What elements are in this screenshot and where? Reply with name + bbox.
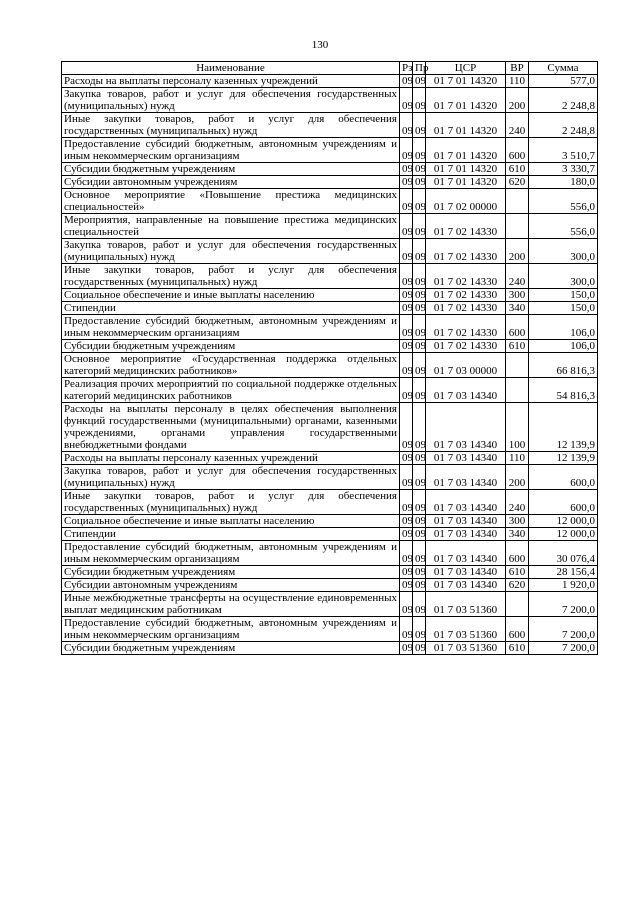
- row-pr: 09: [413, 239, 426, 264]
- row-name: Предоставление субсидий бюджетным, автономным учреждениям и иным некоммерческим организациям: [62, 617, 400, 642]
- header-sum: Сумма: [529, 62, 598, 75]
- table-row: [62, 189, 598, 214]
- table-row: [62, 289, 598, 302]
- row-csr: 01 7 02 14330: [426, 315, 506, 340]
- row-rz: 09: [400, 189, 413, 214]
- row-rz: 09: [400, 289, 413, 302]
- row-csr: 01 7 02 14330: [426, 340, 506, 353]
- row-vr: 610: [506, 340, 529, 353]
- row-csr: 01 7 02 00000: [426, 189, 506, 214]
- row-rz: 09: [400, 617, 413, 642]
- row-pr: 09: [413, 378, 426, 403]
- row-pr: 09: [413, 138, 426, 163]
- row-pr: 09: [413, 75, 426, 88]
- row-sum: 28 156,4: [529, 566, 598, 579]
- header-vr: ВР: [506, 62, 529, 75]
- table-row: [62, 642, 598, 655]
- row-sum: 12 139,9: [529, 403, 598, 452]
- row-name: Социальное обеспечение и иные выплаты населению: [62, 289, 400, 302]
- row-sum: 556,0: [529, 189, 598, 214]
- row-pr: 09: [413, 592, 426, 617]
- row-vr: 100: [506, 403, 529, 452]
- row-sum: 106,0: [529, 315, 598, 340]
- row-sum: 180,0: [529, 176, 598, 189]
- row-name: Субсидии бюджетным учреждениям: [62, 566, 400, 579]
- row-name: Субсидии автономным учреждениям: [62, 579, 400, 592]
- table-row: [62, 340, 598, 353]
- row-csr: 01 7 03 14340: [426, 403, 506, 452]
- row-rz: 09: [400, 340, 413, 353]
- row-name: Закупка товаров, работ и услуг для обеспечения государственных (муниципальных) нужд: [62, 88, 400, 113]
- row-name: Предоставление субсидий бюджетным, автономным учреждениям и иным некоммерческим организациям: [62, 541, 400, 566]
- row-csr: 01 7 03 14340: [426, 465, 506, 490]
- row-name: Предоставление субсидий бюджетным, автономным учреждениям и иным некоммерческим организациям: [62, 315, 400, 340]
- row-sum: 2 248,8: [529, 88, 598, 113]
- row-vr: 110: [506, 75, 529, 88]
- row-vr: 610: [506, 642, 529, 655]
- row-sum: 12 139,9: [529, 452, 598, 465]
- row-name: Закупка товаров, работ и услуг для обеспечения государственных (муниципальных) нужд: [62, 465, 400, 490]
- row-csr: 01 7 03 14340: [426, 541, 506, 566]
- row-pr: 09: [413, 264, 426, 289]
- row-name: Иные закупки товаров, работ и услуг для обеспечения государственных (муниципальных) нужд: [62, 113, 400, 138]
- row-csr: 01 7 01 14320: [426, 75, 506, 88]
- row-rz: 09: [400, 528, 413, 541]
- row-sum: 106,0: [529, 340, 598, 353]
- row-vr: [506, 214, 529, 239]
- row-sum: 66 816,3: [529, 353, 598, 378]
- row-pr: 09: [413, 465, 426, 490]
- row-vr: 600: [506, 541, 529, 566]
- row-pr: 09: [413, 566, 426, 579]
- table-row: [62, 302, 598, 315]
- table-row: [62, 465, 598, 490]
- row-name: Закупка товаров, работ и услуг для обеспечения государственных (муниципальных) нужд: [62, 239, 400, 264]
- row-pr: 09: [413, 617, 426, 642]
- row-pr: 09: [413, 176, 426, 189]
- row-pr: 09: [413, 642, 426, 655]
- row-name: Основное мероприятие «Государственная поддержка отдельных категорий медицинских работников»: [62, 353, 400, 378]
- table-row: [62, 75, 598, 88]
- header-pr: Пр: [413, 62, 426, 75]
- row-rz: 09: [400, 176, 413, 189]
- row-rz: 09: [400, 465, 413, 490]
- row-name: Мероприятия, направленные на повышение престижа медицинских специальностей: [62, 214, 400, 239]
- row-sum: 2 248,8: [529, 113, 598, 138]
- table-row: [62, 264, 598, 289]
- row-csr: 01 7 02 14330: [426, 239, 506, 264]
- row-sum: 300,0: [529, 239, 598, 264]
- row-rz: 09: [400, 378, 413, 403]
- row-pr: 09: [413, 163, 426, 176]
- row-name: Субсидии бюджетным учреждениям: [62, 340, 400, 353]
- row-pr: 09: [413, 452, 426, 465]
- row-name: Субсидии бюджетным учреждениям: [62, 163, 400, 176]
- row-sum: 7 200,0: [529, 617, 598, 642]
- row-csr: 01 7 03 51360: [426, 617, 506, 642]
- row-vr: 300: [506, 515, 529, 528]
- row-name: Расходы на выплаты персоналу казенных учреждений: [62, 75, 400, 88]
- table-row: [62, 138, 598, 163]
- row-rz: 09: [400, 353, 413, 378]
- table-body: [62, 75, 598, 655]
- row-rz: 09: [400, 452, 413, 465]
- row-sum: 54 816,3: [529, 378, 598, 403]
- row-csr: 01 7 01 14320: [426, 176, 506, 189]
- row-rz: 09: [400, 541, 413, 566]
- row-sum: 600,0: [529, 465, 598, 490]
- row-sum: 3 510,7: [529, 138, 598, 163]
- row-csr: 01 7 03 14340: [426, 490, 506, 515]
- row-csr: 01 7 03 14340: [426, 452, 506, 465]
- row-vr: 610: [506, 566, 529, 579]
- row-vr: 600: [506, 315, 529, 340]
- row-csr: 01 7 02 14330: [426, 214, 506, 239]
- row-vr: 240: [506, 113, 529, 138]
- row-rz: 09: [400, 75, 413, 88]
- row-csr: 01 7 03 14340: [426, 566, 506, 579]
- row-csr: 01 7 03 51360: [426, 642, 506, 655]
- table-row: [62, 403, 598, 452]
- row-rz: 09: [400, 515, 413, 528]
- row-pr: 09: [413, 289, 426, 302]
- row-sum: 1 920,0: [529, 579, 598, 592]
- row-sum: 7 200,0: [529, 592, 598, 617]
- row-csr: 01 7 03 14340: [426, 378, 506, 403]
- table-header-row: [62, 62, 598, 75]
- table-row: [62, 315, 598, 340]
- row-csr: 01 7 03 14340: [426, 515, 506, 528]
- row-rz: 09: [400, 315, 413, 340]
- row-pr: 09: [413, 214, 426, 239]
- budget-table: [61, 61, 598, 655]
- row-pr: 09: [413, 528, 426, 541]
- row-pr: 09: [413, 515, 426, 528]
- row-csr: 01 7 03 51360: [426, 592, 506, 617]
- row-name: Иные закупки товаров, работ и услуг для обеспечения государственных (муниципальных) нужд: [62, 264, 400, 289]
- row-pr: 09: [413, 403, 426, 452]
- page-number: 130: [311, 39, 329, 51]
- row-vr: 300: [506, 289, 529, 302]
- row-sum: 556,0: [529, 214, 598, 239]
- row-sum: 3 330,7: [529, 163, 598, 176]
- row-name: Реализация прочих мероприятий по социальной поддержке отдельных категорий медицинских работников: [62, 378, 400, 403]
- row-vr: [506, 378, 529, 403]
- table-row: [62, 88, 598, 113]
- row-vr: 240: [506, 490, 529, 515]
- row-name: Стипендии: [62, 528, 400, 541]
- table-row: [62, 214, 598, 239]
- row-vr: 340: [506, 302, 529, 315]
- row-vr: 110: [506, 452, 529, 465]
- row-csr: 01 7 02 14330: [426, 264, 506, 289]
- row-name: Субсидии автономным учреждениям: [62, 176, 400, 189]
- table-row: [62, 239, 598, 264]
- row-pr: 09: [413, 302, 426, 315]
- row-rz: 09: [400, 566, 413, 579]
- table-row: [62, 378, 598, 403]
- row-rz: 09: [400, 163, 413, 176]
- table-row: [62, 163, 598, 176]
- row-rz: 09: [400, 138, 413, 163]
- row-vr: [506, 592, 529, 617]
- row-pr: 09: [413, 490, 426, 515]
- row-rz: 09: [400, 592, 413, 617]
- row-sum: 12 000,0: [529, 528, 598, 541]
- row-rz: 09: [400, 264, 413, 289]
- header-csr: ЦСР: [426, 62, 506, 75]
- row-vr: 240: [506, 264, 529, 289]
- row-name: Иные закупки товаров, работ и услуг для обеспечения государственных (муниципальных) нужд: [62, 490, 400, 515]
- row-name: Расходы на выплаты персоналу в целях обеспечения выполнения функций государственными (муниципальными) органами, казенными учреждениями, органами управления государственными внебюджетными фондами: [62, 403, 400, 452]
- row-csr: 01 7 01 14320: [426, 163, 506, 176]
- row-vr: [506, 189, 529, 214]
- row-sum: 300,0: [529, 264, 598, 289]
- row-csr: 01 7 03 14340: [426, 579, 506, 592]
- table-row: [62, 528, 598, 541]
- row-sum: 7 200,0: [529, 642, 598, 655]
- row-pr: 09: [413, 353, 426, 378]
- row-sum: 600,0: [529, 490, 598, 515]
- row-vr: [506, 353, 529, 378]
- row-vr: 200: [506, 465, 529, 490]
- table-row: [62, 515, 598, 528]
- row-vr: 340: [506, 528, 529, 541]
- row-name: Социальное обеспечение и иные выплаты населению: [62, 515, 400, 528]
- row-pr: 09: [413, 113, 426, 138]
- row-name: Стипендии: [62, 302, 400, 315]
- row-vr: 620: [506, 176, 529, 189]
- row-rz: 09: [400, 579, 413, 592]
- row-sum: 12 000,0: [529, 515, 598, 528]
- row-rz: 09: [400, 403, 413, 452]
- row-csr: 01 7 03 00000: [426, 353, 506, 378]
- row-name: Предоставление субсидий бюджетным, автономным учреждениям и иным некоммерческим организациям: [62, 138, 400, 163]
- row-rz: 09: [400, 490, 413, 515]
- table-row: [62, 353, 598, 378]
- row-sum: 150,0: [529, 302, 598, 315]
- row-name: Основное мероприятие «Повышение престижа медицинских специальностей»: [62, 189, 400, 214]
- row-sum: 577,0: [529, 75, 598, 88]
- row-vr: 200: [506, 88, 529, 113]
- row-rz: 09: [400, 302, 413, 315]
- row-vr: 610: [506, 163, 529, 176]
- row-sum: 150,0: [529, 289, 598, 302]
- row-sum: 30 076,4: [529, 541, 598, 566]
- row-pr: 09: [413, 541, 426, 566]
- row-rz: 09: [400, 113, 413, 138]
- row-pr: 09: [413, 340, 426, 353]
- row-pr: 09: [413, 579, 426, 592]
- row-csr: 01 7 02 14330: [426, 302, 506, 315]
- row-rz: 09: [400, 239, 413, 264]
- row-rz: 09: [400, 642, 413, 655]
- row-name: Субсидии бюджетным учреждениям: [62, 642, 400, 655]
- table-row: [62, 579, 598, 592]
- row-rz: 09: [400, 88, 413, 113]
- row-pr: 09: [413, 189, 426, 214]
- table-row: [62, 541, 598, 566]
- table-row: [62, 566, 598, 579]
- row-csr: 01 7 03 14340: [426, 528, 506, 541]
- row-pr: 09: [413, 88, 426, 113]
- row-csr: 01 7 01 14320: [426, 138, 506, 163]
- row-rz: 09: [400, 214, 413, 239]
- table-row: [62, 113, 598, 138]
- row-csr: 01 7 02 14330: [426, 289, 506, 302]
- row-vr: 600: [506, 617, 529, 642]
- row-vr: 200: [506, 239, 529, 264]
- row-pr: 09: [413, 315, 426, 340]
- row-name: Иные межбюджетные трансферты на осуществление единовременных выплат медицинским работникам: [62, 592, 400, 617]
- row-vr: 620: [506, 579, 529, 592]
- row-vr: 600: [506, 138, 529, 163]
- table-row: [62, 617, 598, 642]
- header-name: Наименование: [62, 62, 400, 75]
- table-row: [62, 592, 598, 617]
- table-row: [62, 490, 598, 515]
- row-name: Расходы на выплаты персоналу казенных учреждений: [62, 452, 400, 465]
- table-row: [62, 452, 598, 465]
- header-rz: Рз: [400, 62, 413, 75]
- table-row: [62, 176, 598, 189]
- row-csr: 01 7 01 14320: [426, 88, 506, 113]
- row-csr: 01 7 01 14320: [426, 113, 506, 138]
